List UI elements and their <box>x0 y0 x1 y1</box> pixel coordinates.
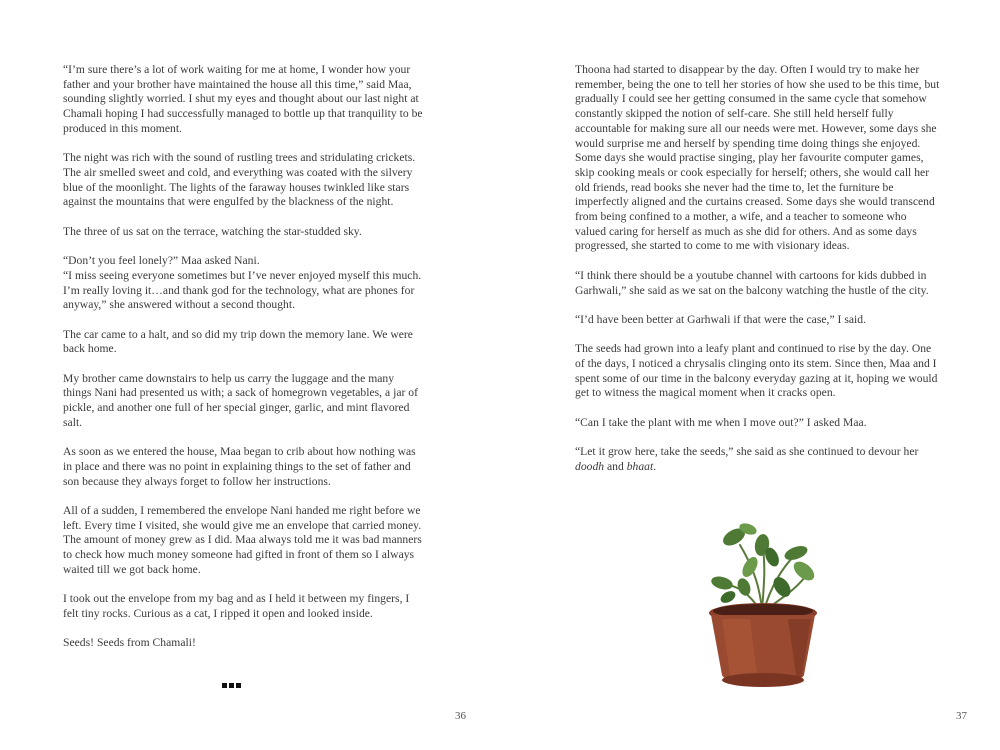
paragraph: “Can I take the plant with me when I move out?” I asked Maa. <box>575 415 867 429</box>
paragraph: As soon as we entered the house, Maa began to crib about how nothing was in place and there was no point in explaining things to the set of father and son because they always forget to follow her instructions. <box>63 445 416 488</box>
right-page <box>500 0 1000 750</box>
paragraph: The three of us sat on the terrace, watching the star-studded sky. <box>63 224 362 238</box>
paragraph: Seeds! Seeds from Chamali! <box>63 636 196 650</box>
left-page-text <box>63 63 425 666</box>
final-paragraph-and: and <box>604 459 627 473</box>
paragraph: The seeds had grown into a leafy plant and continued to rise by the day. One of the days, I noticed a chrysalis clinging onto its stem. Since then, Maa and I spent some of our time in the balcony everyday gazing at it, hoping we would get to witness the magical moment when it cracks open. <box>575 342 938 400</box>
paragraph: “I’d have been better at Garhwali if that were the case,” I said. <box>575 312 866 326</box>
paragraph: The car came to a halt, and so did my trip down the memory lane. We were back home. <box>63 327 413 356</box>
paragraph: Thoona had started to disappear by the day. Often I would try to make her remember, being the one to tell her stories of how she used to be this time, but gradually I could see her getting consumed in the same cycle that somehow constantly skipped the notion of self-care. She still held herself fully accountable for making sure all our needs were met. However, some days she would surprise me and herself by spending time doing things she enjoyed. Some days she would practise singing, play her favourite computer games, skip cooking meals or cook especially for herself; others, she would call her old friends, read books she never had the time to, let the furniture be imperfectly aligned and the curtains creased. Some days she would transcend from being confined to a mother, a wife, and a teacher to someone who valued caring for herself as much as she did for others. And as some days progressed, she started to come to me with visionary ideas. <box>575 63 940 253</box>
potted-plant-icon <box>700 515 830 695</box>
final-paragraph-end: . <box>653 459 657 473</box>
final-paragraph <box>575 445 940 474</box>
paragraph: “I miss seeing everyone sometimes but I’ve never enjoyed myself this much. I’m really loving it…and thank god for the technology, what are phones for anyway,” she answered without a second thought. <box>63 268 422 312</box>
paragraph: “I’m sure there’s a lot of work waiting for me at home, I wonder how your father and your brother have maintained the house all this time,” said Maa, sounding slightly worried. I shut my eyes and thought about our last night at Chamali hoping I had successfully managed to bottle up that tranquility to be produced in this moment. <box>63 63 423 135</box>
paragraph: “Don’t you feel lonely?” Maa asked Nani. <box>63 254 260 268</box>
paragraph: My brother came downstairs to help us carry the luggage and the many things Nani had presented us with; a sack of homegrown vegetables, a jar of pickle, and another one full of her special ginger, garlic, and mint flavored salt. <box>63 371 419 429</box>
paragraph: The night was rich with the sound of rustling trees and stridulating crickets. The air smelled sweet and cold, and everything was coated with the silvery blue of the moonlight. The lights of the faraway houses twinkled like stars against the mountains that were engulfed by the blackness of the night. <box>63 151 416 209</box>
final-paragraph-text: “Let it grow here, take the seeds,” she said as she continued to devour her <box>575 445 919 459</box>
right-page-text <box>575 63 940 489</box>
italic-word-bhaat: bhaat <box>626 459 654 473</box>
section-break-icon <box>222 676 243 692</box>
paragraph: All of a sudden, I remembered the envelope Nani handed me right before we left. Every time I visited, she would give me an envelope that carried money. The amount of money grew as I did. Maa always told me it was bad manners to check how much money someone had gifted in front of them so I always waited till we got back home. <box>63 503 422 576</box>
paragraph: I took out the envelope from my bag and as I held it between my fingers, I felt tiny rocks. Curious as a cat, I ripped it open and looked inside. <box>63 592 410 620</box>
page-number-left: 36 <box>455 710 466 722</box>
paragraph: “I think there should be a youtube channel with cartoons for kids dubbed in Garhwali,” she said as we sat on the balcony watching the hustle of the city. <box>575 268 929 297</box>
italic-word-doodh: doodh <box>575 459 605 473</box>
page-number-right: 37 <box>956 710 967 722</box>
